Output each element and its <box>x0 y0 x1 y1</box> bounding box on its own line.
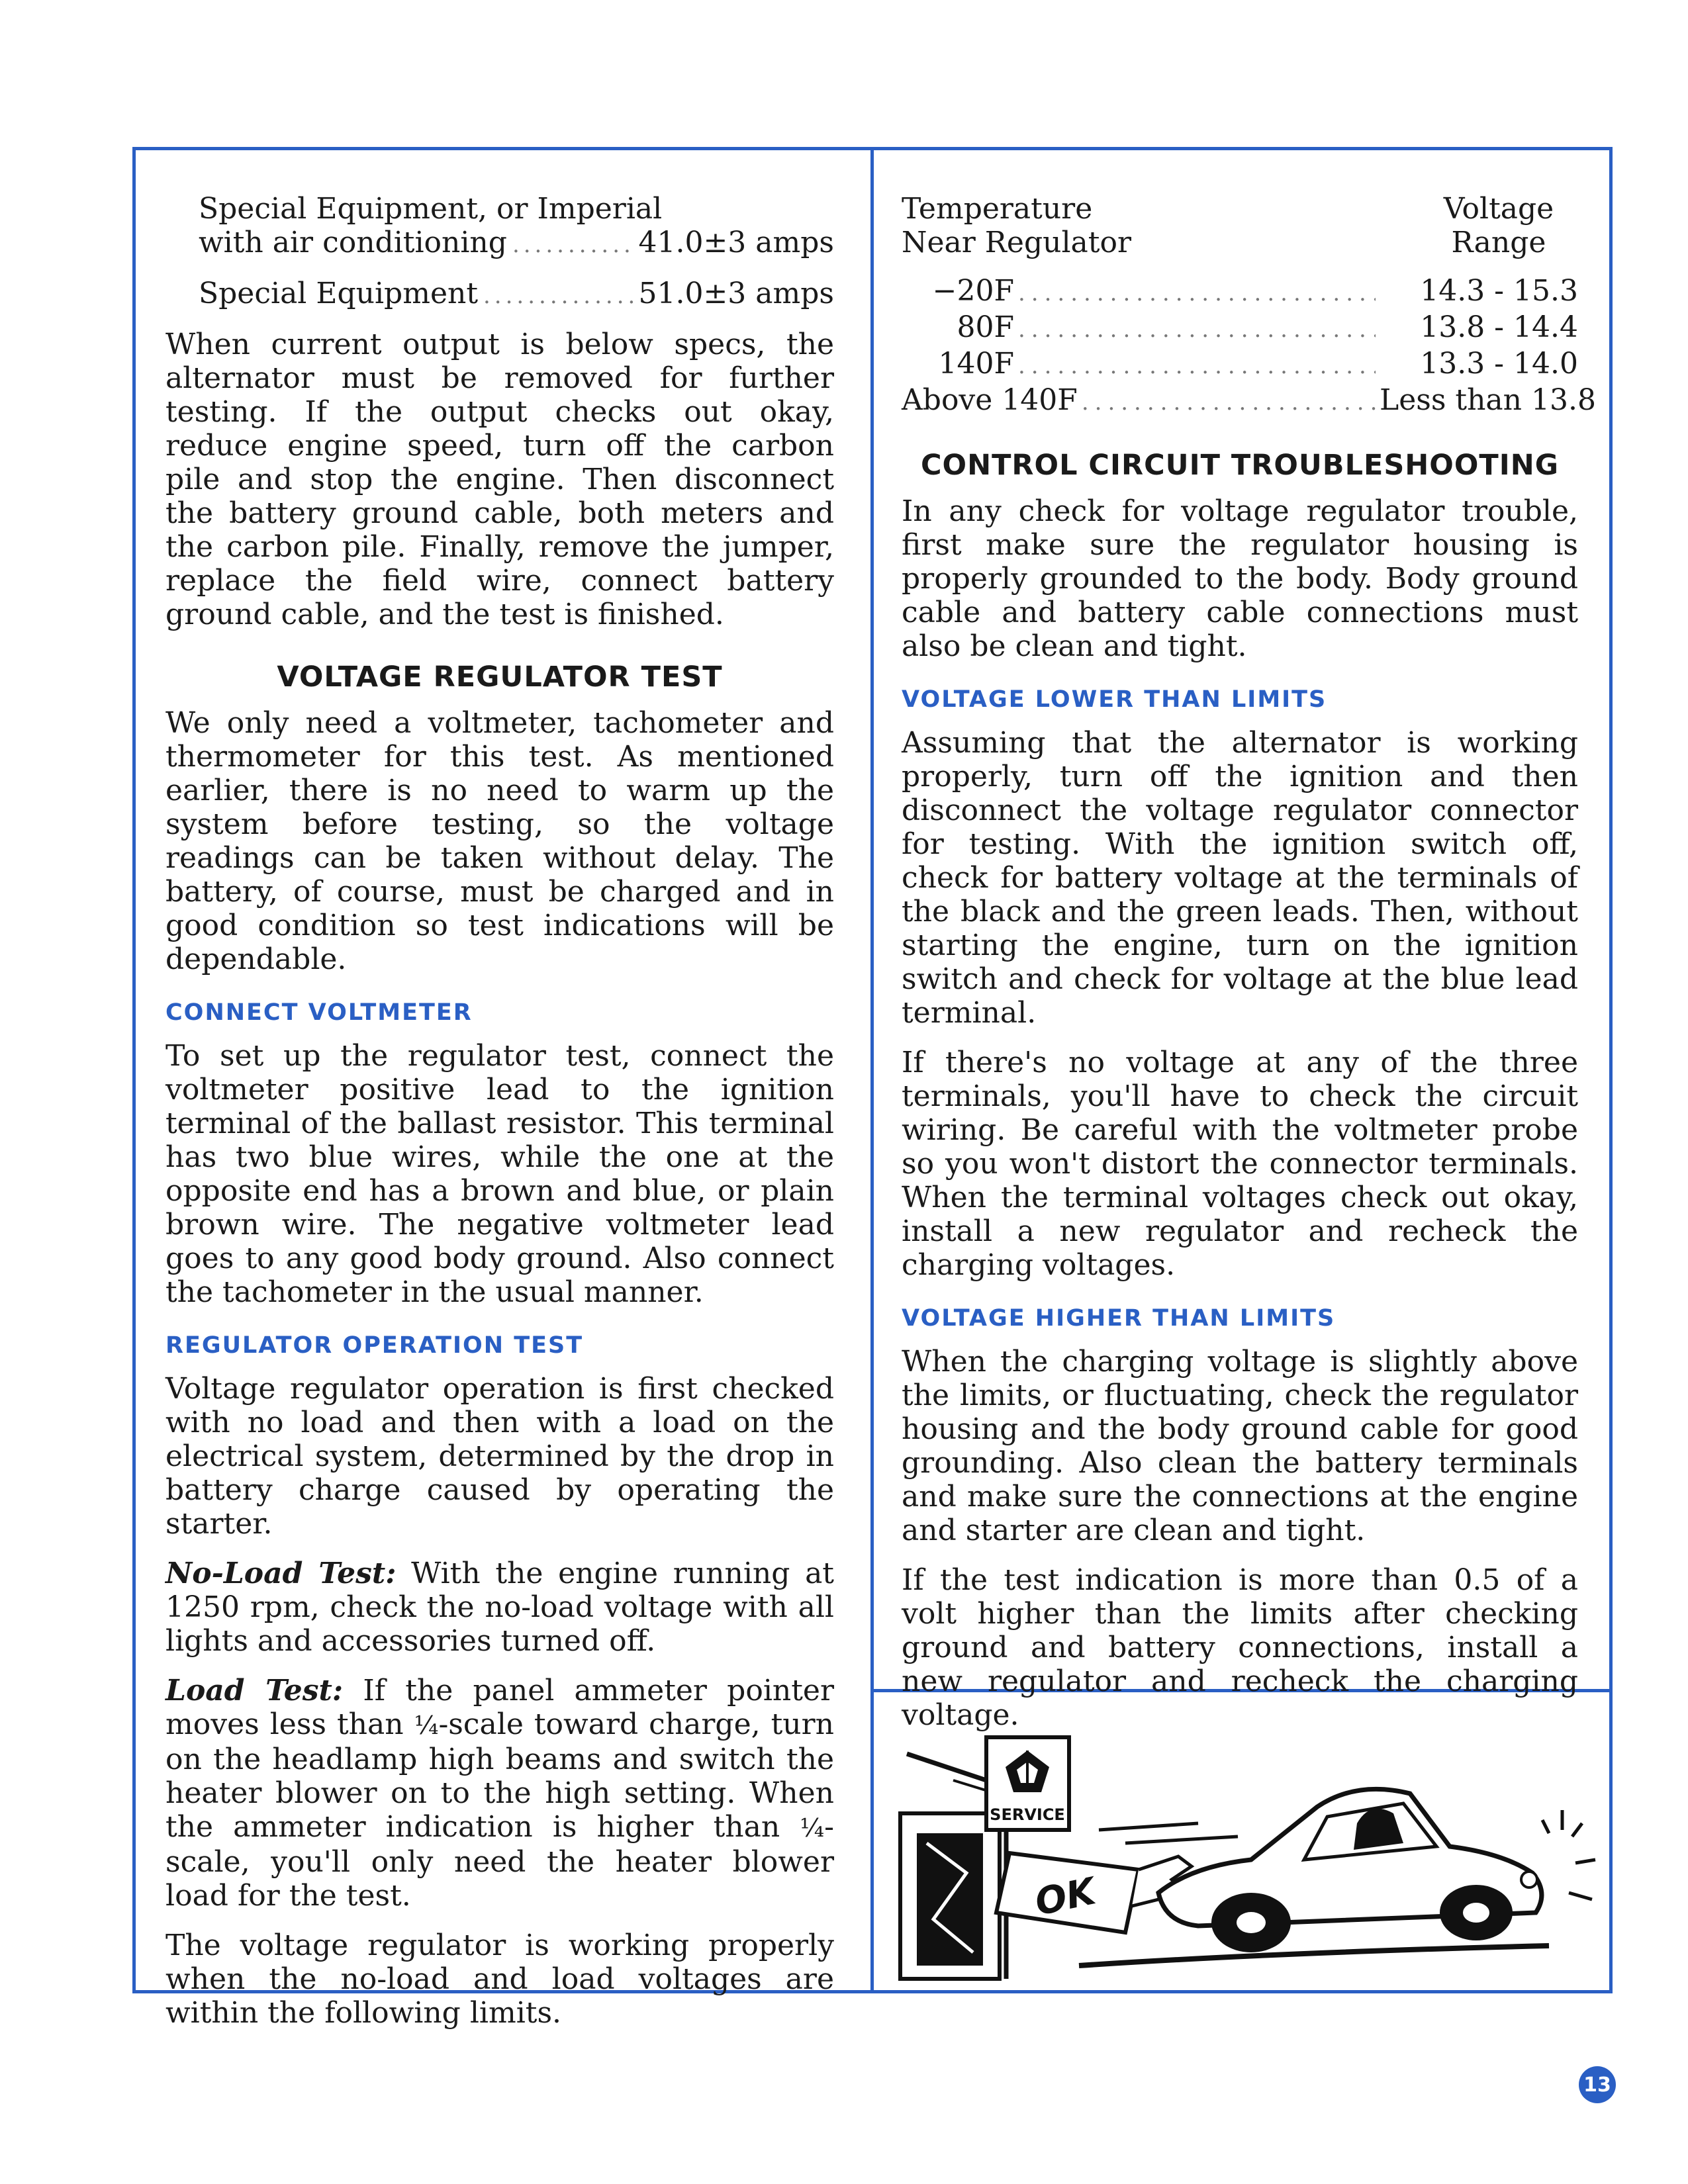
service-station-illustration <box>880 1701 1602 1985</box>
load-text-a: If the panel ammeter pointer moves less than <box>165 1674 834 1741</box>
table-header-near-regulator: Near Regulator <box>902 226 1131 259</box>
leader-dots <box>512 228 633 262</box>
table-cell-temp: 80F <box>957 310 1014 344</box>
paragraph-no-load-test <box>165 1557 834 1658</box>
spec-label-line2: with air conditioning <box>199 226 507 259</box>
subheading-regulator-operation: REGULATOR OPERATION TEST <box>165 1332 584 1359</box>
paragraph-higher-1: When the charging voltage is slightly above the limits, or fluctuating, check the regulator housing and the body ground cable for good grounding. Also clean the battery terminals and make sure the connections at the engine and starter are clean and tight. <box>902 1345 1578 1547</box>
spec-value: 51.0±3 amps <box>638 277 834 310</box>
table-row <box>902 274 1578 310</box>
heading-control-circuit: CONTROL CIRCUIT TROUBLESHOOTING <box>920 449 1560 482</box>
paragraph-limits: The voltage regulator is working properly when the no-load and load voltages are within the following limits. <box>165 1929 834 2030</box>
page-number-badge: 13 <box>1579 2066 1616 2103</box>
paragraph-higher-2: If the test indication is more than 0.5 of a volt higher than the limits after checking ground and battery connections, install a new regulator and recheck the charging voltage. <box>902 1563 1578 1732</box>
paragraph-connect: To set up the regulator test, connect the voltmeter positive lead to the ignition terminal of the ballast resistor. This terminal has two blue wires, while the one at the opposite end has a brown and blue, or plain brown wire. The negative voltmeter lead goes to any good body ground. Also connect the tachometer in the usual manner. <box>165 1039 834 1309</box>
sign-service-text: SERVICE <box>990 1805 1065 1824</box>
table-row <box>902 383 1596 420</box>
leader-dots <box>1018 313 1376 347</box>
table-header-temperature: Temperature <box>902 192 1093 226</box>
right-column <box>902 192 1596 1748</box>
spec-value: 41.0±3 amps <box>638 226 834 259</box>
table-cell-range: 13.8 - 14.4 <box>1420 310 1578 344</box>
spec-label: Special Equipment <box>199 277 478 310</box>
table-header-range: Range <box>1451 226 1546 259</box>
table-cell-range: 14.3 - 15.3 <box>1420 274 1578 308</box>
leader-dots <box>1018 349 1376 383</box>
load-text-b: -scale toward charge, turn on the headlamp high beams and switch the heater blower on to the high setting. When the ammeter indication is higher than <box>165 1707 834 1844</box>
fraction-quarter: ¼ <box>800 1813 825 1843</box>
paragraph-output: When current output is below specs, the alternator must be removed for further testing. If the output checks out okay, reduce engine speed, turn off the carbon pile and stop the engine. Then disconnect the battery ground cable, both meters and the carbon pile. Finally, remove the jumper, replace the field wire, connect battery ground cable, and the test is finished. <box>165 328 834 631</box>
spec-label-line1: Special Equipment, or Imperial <box>199 192 663 226</box>
flag-ok-text: OK <box>1031 1870 1100 1925</box>
spec-imperial-ac <box>165 192 834 262</box>
paragraph-load-test <box>165 1674 834 1913</box>
paragraph-operation: Voltage regulator operation is first checked with no load and then with a load on the electrical system, determined by the drop in battery charge caused by operating the starter. <box>165 1372 834 1541</box>
subheading-connect-voltmeter: CONNECT VOLTMETER <box>165 999 473 1026</box>
left-column <box>165 192 834 2046</box>
paragraph-lower-1: Assuming that the alternator is working properly, turn off the ignition and then disconnect the voltage regulator connector for testing. With the ignition switch off, check for battery voltage at the terminals of the black and the green leads. Then, without starting the engine, turn on the ignition switch and check for voltage at the blue lead terminal. <box>902 726 1578 1030</box>
table-row <box>902 347 1578 383</box>
table-header-voltage: Voltage <box>1443 192 1554 226</box>
no-load-label: No-Load Test: <box>165 1557 397 1590</box>
voltage-table <box>902 274 1596 420</box>
table-row <box>902 310 1578 347</box>
subheading-voltage-lower: VOLTAGE LOWER THAN LIMITS <box>902 686 1327 713</box>
voltage-table-header <box>902 192 1578 259</box>
leader-dots <box>483 279 633 313</box>
fraction-quarter: ¼ <box>414 1711 439 1740</box>
load-label: Load Test: <box>165 1674 344 1707</box>
heading-voltage-regulator-test: VOLTAGE REGULATOR TEST <box>277 660 723 694</box>
load-text-c: -scale, you'll only need the heater blower load for the test. <box>165 1810 834 1913</box>
table-cell-temp: Above 140F <box>902 383 1078 417</box>
subheading-voltage-higher: VOLTAGE HIGHER THAN LIMITS <box>902 1305 1336 1332</box>
table-cell-temp: −20F <box>932 274 1014 308</box>
no-load-text: With the engine running at 1250 rpm, check the no-load voltage with all lights and accessories turned off. <box>165 1557 834 1658</box>
paragraph-lower-2: If there's no voltage at any of the three terminals, you'll have to check the circuit wiring. Be careful with the voltmeter probe so you won't distort the connector terminals. When the terminal voltages check out okay, install a new regulator and recheck the charging voltages. <box>902 1046 1578 1282</box>
leader-dots <box>1018 277 1376 310</box>
leader-dots <box>1082 386 1376 420</box>
spec-special-equipment <box>165 277 834 313</box>
table-cell-range: 13.3 - 14.0 <box>1420 347 1578 381</box>
paragraph-voltage-test: We only need a voltmeter, tachometer and thermometer for this test. As mentioned earlier, there is no need to warm up the system before testing, so the voltage readings can be taken without delay. The battery, of course, must be charged and in good condition so test indications will be dependable. <box>165 706 834 976</box>
table-cell-temp: 140F <box>938 347 1014 381</box>
table-cell-range: Less than 13.8 <box>1380 383 1596 417</box>
column-divider <box>870 147 874 1993</box>
paragraph-control: In any check for voltage regulator trouble, first make sure the regulator housing is properly grounded to the body. Body ground cable and battery cable connections must also be clean and tight. <box>902 494 1578 663</box>
